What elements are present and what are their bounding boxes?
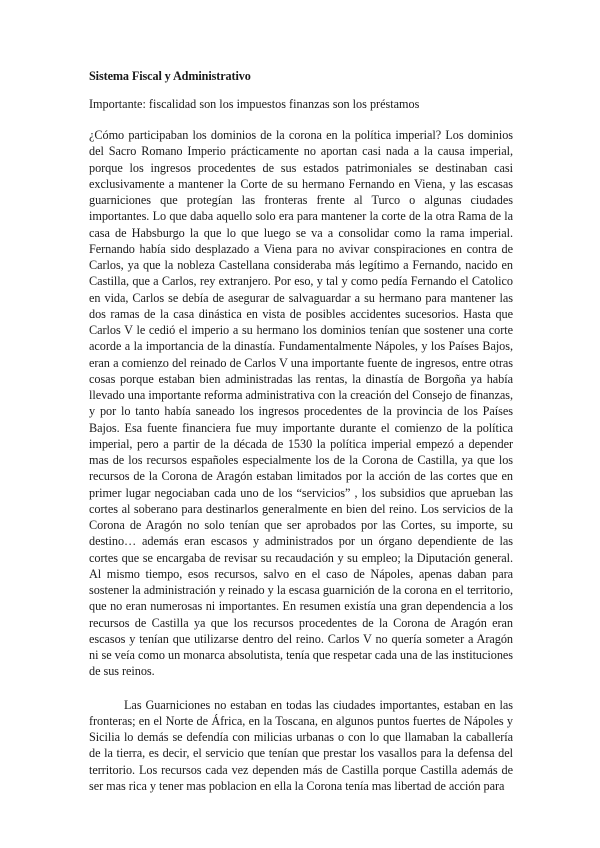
paragraph-1: ¿Cómo participaban los dominios de la corona en la política imperial? Los dominios del Sacro Romano Imperio prácticamente no aportan casi nada a la causa imperial, porque los ingresos procedentes de sus estados patrimoniales se destinaban casi exclusivamente a mantener la Corte de su hermano Fernando en Viena, y las escasas guarniciones que protegían las fronteras frente al Turco o algunas ciudades importantes. Lo que daba aquello solo era para mantener la corte de la otra Rama de la casa de Habsburgo la que lo que luego se va a consolidar como la rama imperial. Fernando había sido desplazado a Viena para no avivar conspiraciones en contra de Carlos, ya que la nobleza Castellana consideraba más legítimo a Fernando, nacido en Castilla, que a Carlos, rey extranjero. Por eso, y tal y como pedía Fernando el Catolico en vida, Carlos se debía de asegurar de salvaguardar a su hermano para mantener las dos ramas de la casa dinástica en vista de posibles accidentes sucesorios. Hasta que Carlos V le cedió el imperio a su hermano los dominios tenían que sostener una corte acorde a la importancia de la dinastía. Fundamentalmente Nápoles, y los Países Bajos, eran a comienzo del reinado de Carlos V una importante fuente de ingresos, entre otras cosas porque estaban bien administradas las rentas, la dinastía de Borgoña ya había llevado una importante reforma administrativa con la creación del Consejo de finanzas, y por lo tanto había saneado los ingresos procedentes de la provincia de los Países Bajos. Esa fuente financiera fue muy importante durante el comienzo de la política imperial, pero a partir de la década de 1530 la política imperial empezó a depender mas de los recursos españoles especialmente los de la Corona de Castilla, ya que los recursos de la Corona de Aragón estaban limitados por la acción de las cortes que en primer lugar negociaban cada uno de los “servicios” , los subsidios que aprueban las cortes al soberano para destinarlos generalmente en bien del reino. Los servicios de la Corona de Aragón no solo tenían que ser aprobados por las Cortes, su importe, su destino… además eran escasos y administrados por un órgano dependiente de las cortes que se encargaba de revisar su recaudación y su empleo; la Diputación general. Al mismo tiempo, esos recursos, salvo en el caso de Nápoles, apenas daban para sostener la administración y reinado y la escasa guarnición de la corona en el territorio, que no eran numerosas ni importantes. En resumen existía una gran dependencia a los recursos de Castilla ya que los recursos procedentes de la Corona de Aragón eran escasos y tenían que utilizarse dentro del reino. Carlos V no quería someter a Aragón ni se veía como un monarca absolutista, tenía que respetar cada una de las instituciones de sus reinos. [89, 128, 513, 679]
document-subtitle: Importante: fiscalidad son los impuestos finanzas son los préstamos [89, 97, 420, 111]
document-page [89, 69, 513, 794]
paragraph-2: Las Guarniciones no estaban en todas las ciudades importantes, estaban en las fronteras; en el Norte de África, en la Toscana, en algunos puntos fuertes de Nápoles y Sicilia lo demás se defendía con milicias urbanas o con lo que llamaban la caballería de la tierra, es decir, el servicio que tenían que prestar los vasallos para la defensa del territorio. Los recursos cada vez dependen más de Castilla porque Castilla además de ser mas rica y tener mas poblacion en ella la Corona tenía mas libertad de acción para [89, 697, 513, 793]
document-title: Sistema Fiscal y Administrativo [89, 69, 251, 83]
